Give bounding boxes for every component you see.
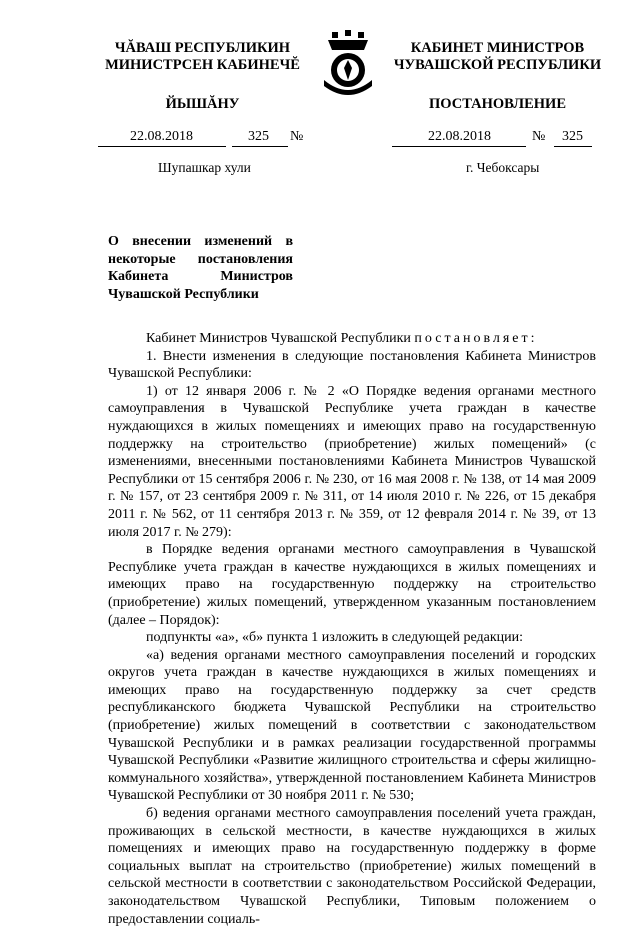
right-number-sign: № [532, 129, 546, 144]
header-org-chuvash-line1: ЧĂВАШ РЕСПУБЛИКИН [114, 40, 291, 56]
paragraph-3: в Порядке ведения органами местного самоуправления в Чувашской Республике учета граждан в качестве нуждающихся в жилых помещениях и имеющих право на государственную поддержку на строительство (приобретение) жилых помещений, утвержденном указанным постановлением (далее – Порядок): [108, 542, 596, 628]
right-date: 22.08.2018 [428, 129, 491, 144]
paragraph-2: 1) от 12 января 2006 г. № 2 «О Порядке ведения органами местного самоуправления в Чувашской Республике учета граждан в качестве нуждающихся в жилых помещениях и имеющих право на государственную поддержку на строительство (приобретение) жилых помещений» (с изменениями, внесенными постановлениями Кабинета Министров Чувашской Республики от 15 сентября 2006 г. № 230, от 16 мая 2008 г. № 138, от 14 мая 2009 г. № 157, от 23 сентября 2009 г. № 311, от 14 июля 2010 г. № 226, от 15 декабря 2011 г. № 562, от 11 сентября 2013 г. № 359, от 12 февраля 2014 г. № 39, от 13 июля 2017 г. № 279): [108, 383, 596, 540]
paragraph-5: «а) ведения органами местного самоуправления поселений и городских округов учета граждан в качестве нуждающихся в жилых помещениях и имеющих право на государственную поддержку за счет средств республиканского бюджета Чувашской Республики на строительство (приобретение) жилых помещений в соответствии с законодательством Чувашской Республики и в рамках реализации государственной программы Чувашской Республики «Развитие жилищного строительства и сферы жилищно-коммунального хозяйства», утвержденной постановлением Кабинета Министров Чувашской Республики от 30 ноября 2011 г. № 530; [108, 647, 596, 804]
header-org-russian-line2: ЧУВАШСКОЙ РЕСПУБЛИКИ [393, 57, 602, 73]
preamble-decree-word: постановляет: [414, 331, 538, 346]
left-number: 325 [248, 129, 269, 144]
place-russian: г. Чебоксары [466, 160, 540, 175]
left-date-underline [98, 146, 226, 147]
right-number: 325 [562, 129, 583, 144]
left-number-sign: № [290, 129, 304, 144]
header-org-chuvash [95, 40, 310, 74]
document-body [108, 330, 596, 928]
header-org-russian [385, 40, 610, 74]
paragraph-preamble [108, 330, 596, 348]
paragraph-1: 1. Внести изменения в следующие постановления Кабинета Министров Чувашской Республики: [108, 348, 596, 382]
doc-type-chuvash: ЙЫШĂНУ [165, 96, 240, 112]
left-date: 22.08.2018 [130, 129, 193, 144]
paragraph-6: б) ведения органами местного самоуправления поселений учета граждан, проживающих в сельской местности, в качестве нуждающихся в жилых помещениях и имеющих право на государственную поддержку в форме социальных выплат на строительство (приобретение) жилых помещений в сельской местности в соответствии с законодательством Российской Федерации, законодательством Чувашской Республики, Типовым положением о предоставлении социаль- [108, 806, 596, 927]
left-number-underline [232, 146, 288, 147]
header-org-chuvash-line2: МИНИСТРСЕН КАБИНЕЧĔ [105, 57, 300, 73]
header-org-russian-line1: КАБИНЕТ МИНИСТРОВ [410, 40, 585, 56]
document-title: О внесении изменений в некоторые постановления Кабинета Министров Чувашской Республики [108, 234, 293, 302]
coat-of-arms-emblem-icon [318, 30, 378, 102]
paragraph-4: подпункты «а», «б» пункта 1 изложить в следующей редакции: [146, 630, 524, 646]
preamble-lead: Кабинет Министров Чувашской Республики [146, 331, 411, 346]
right-date-underline [392, 146, 526, 147]
doc-type-russian: ПОСТАНОВЛЕНИЕ [428, 96, 566, 112]
right-number-underline [554, 146, 592, 147]
place-chuvash: Шупашкар хули [158, 160, 251, 175]
